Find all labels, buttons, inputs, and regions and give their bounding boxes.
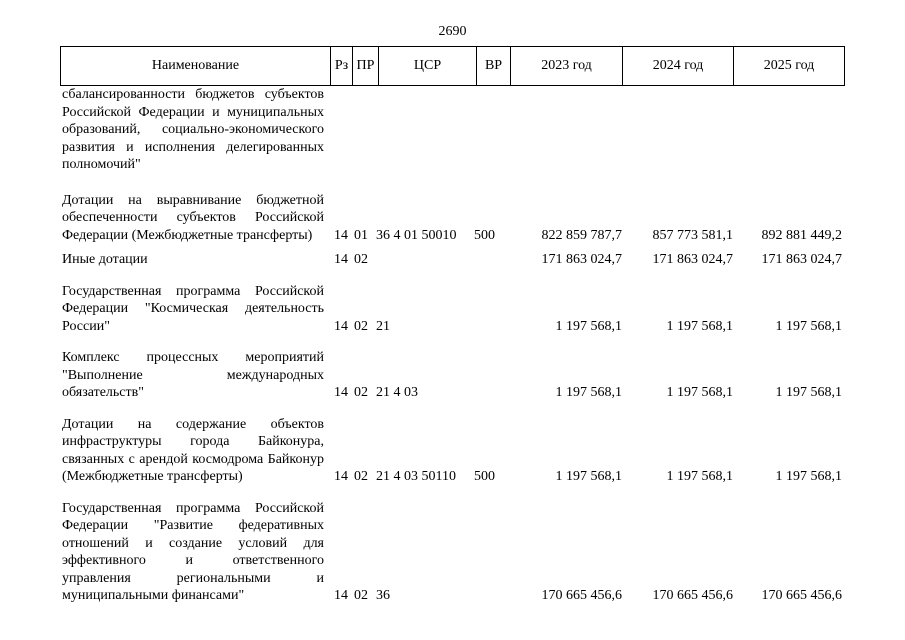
row-csr: 21 (376, 318, 390, 334)
header-vr: ВР (477, 47, 511, 86)
row-name: Дотации на содержание объектов инфраструктуры города Байконура, связанных с арендой космодрома Байконур (Межбюджетные трансферты) (62, 416, 324, 484)
header-pr: ПР (353, 47, 379, 86)
row-2024: 1 197 568,1 (666, 385, 733, 400)
table-row (60, 283, 845, 336)
header-csr: ЦСР (379, 47, 477, 86)
row-2023: 1 197 568,1 (555, 469, 622, 484)
row-rz: 14 (334, 385, 348, 400)
row-name: Государственная программа Российской Федерации "Космическая деятельность России" (62, 283, 324, 334)
row-vr: 500 (474, 469, 495, 484)
row-2025: 171 863 024,7 (761, 252, 842, 267)
row-2024: 171 863 024,7 (652, 252, 733, 267)
row-2025: 170 665 456,6 (761, 588, 842, 603)
row-2024: 1 197 568,1 (666, 318, 733, 334)
row-pr: 01 (354, 227, 368, 243)
row-2025: 1 197 568,1 (775, 469, 842, 484)
row-pr: 02 (354, 469, 368, 484)
row-2023: 822 859 787,7 (541, 227, 622, 243)
row-2024: 170 665 456,6 (652, 588, 733, 603)
row-vr: 500 (474, 227, 495, 243)
row-2023: 171 863 024,7 (541, 252, 622, 267)
row-name: Комплекс процессных мероприятий "Выполнение международных обязательств" (62, 350, 324, 400)
table-row (60, 192, 845, 245)
table-row (60, 500, 845, 605)
table-row (60, 86, 845, 174)
header-rz: Рз (331, 47, 353, 86)
table-row (60, 349, 845, 402)
row-2025: 1 197 568,1 (775, 385, 842, 400)
table-row (60, 251, 845, 269)
row-rz: 14 (334, 227, 348, 243)
header-2023: 2023 год (511, 47, 623, 86)
row-2023: 1 197 568,1 (555, 318, 622, 334)
row-csr: 36 4 01 50010 (376, 227, 457, 243)
row-csr: 21 4 03 50110 (376, 469, 456, 484)
row-name: Государственная программа Российской Федерации "Развитие федеративных отношений и создание условий для эффективного и ответственного управления региональными и муниципальными финансами" (62, 500, 324, 603)
header-2024: 2024 год (623, 47, 734, 86)
row-name: Иные дотации (62, 252, 148, 267)
row-pr: 02 (354, 385, 368, 400)
row-2025: 1 197 568,1 (775, 318, 842, 334)
row-pr: 02 (354, 588, 368, 603)
row-2024: 1 197 568,1 (666, 469, 733, 484)
page-number: 2690 (438, 24, 467, 39)
row-rz: 14 (334, 588, 348, 603)
row-rz: 14 (334, 252, 348, 267)
header-name: Наименование (61, 47, 331, 86)
row-rz: 14 (334, 469, 348, 484)
row-2023: 1 197 568,1 (555, 385, 622, 400)
table-body (60, 86, 845, 605)
row-pr: 02 (354, 318, 368, 334)
table-header (60, 46, 845, 86)
row-2024: 857 773 581,1 (652, 227, 733, 243)
table-row (60, 416, 845, 486)
row-2025: 892 881 449,2 (761, 227, 842, 243)
header-2025: 2025 год (734, 47, 845, 86)
row-rz: 14 (334, 318, 348, 334)
row-csr: 21 4 03 (376, 385, 418, 400)
row-name: сбалансированности бюджетов субъектов Российской Федерации и муниципальных образований, социально-экономического развития и исполнения делегированных полномочий" (62, 87, 324, 172)
row-csr: 36 (376, 588, 390, 603)
row-name: Дотации на выравнивание бюджетной обеспеченности субъектов Российской Федерации (Межбюджетные трансферты) (62, 192, 324, 243)
row-pr: 02 (354, 252, 368, 267)
row-2023: 170 665 456,6 (541, 588, 622, 603)
